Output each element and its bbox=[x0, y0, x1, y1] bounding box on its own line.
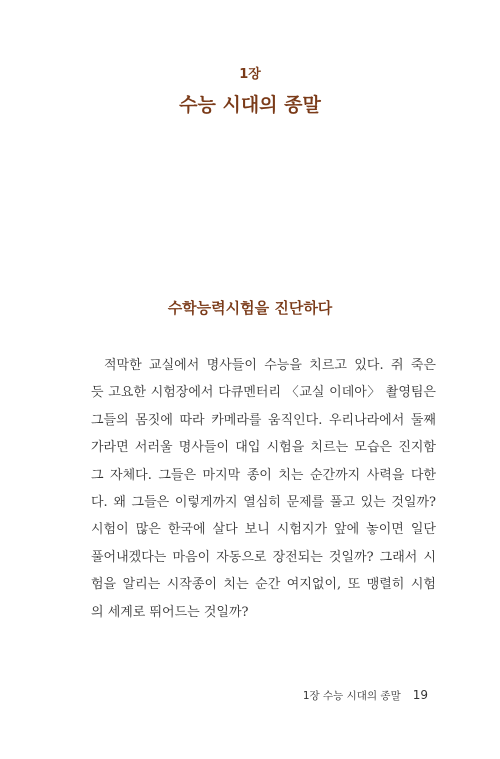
body-line: 그들의 몸짓에 따라 카메라를 움직인다. 우리나라에서 둘째 bbox=[91, 412, 436, 428]
page-number: 19 bbox=[412, 688, 428, 702]
body-line: 시험이 많은 한국에 살다 보니 시험지가 앞에 놓이면 일단 bbox=[91, 522, 436, 538]
body-line: 가라면 서러울 명사들이 대입 시험을 치르는 모습은 진지함 bbox=[91, 440, 436, 456]
body-line: 그 자체다. 그들은 마지막 종이 치는 순간까지 사력을 다한 bbox=[91, 467, 436, 483]
body-line: 다. 왜 그들은 이렇게까지 열심히 문제를 풀고 있는 것일까? bbox=[91, 495, 436, 511]
body-line: 의 세계로 뛰어드는 것일까? bbox=[91, 604, 249, 620]
running-title: 1장 수능 시대의 종말 bbox=[302, 690, 401, 702]
running-footer bbox=[303, 688, 428, 703]
body-line: 적막한 교실에서 명사들이 수능을 치르고 있다. 쥐 죽은 bbox=[104, 358, 436, 373]
section-heading: 수학능력시험을 진단하다 bbox=[167, 299, 333, 317]
chapter-title: 수능 시대의 종말 bbox=[179, 94, 321, 116]
body-line: 듯 고요한 시험장에서 다큐멘터리 〈교실 이데아〉 촬영팀은 bbox=[91, 385, 436, 401]
body-paragraph bbox=[91, 352, 436, 626]
body-line: 풀어내겠다는 마음이 자동으로 장전되는 것일까? 그래서 시 bbox=[91, 549, 436, 565]
chapter-number: 1장 bbox=[239, 67, 261, 82]
body-line: 험을 알리는 시작종이 치는 순간 여지없이, 또 맹렬히 시험 bbox=[91, 577, 436, 593]
